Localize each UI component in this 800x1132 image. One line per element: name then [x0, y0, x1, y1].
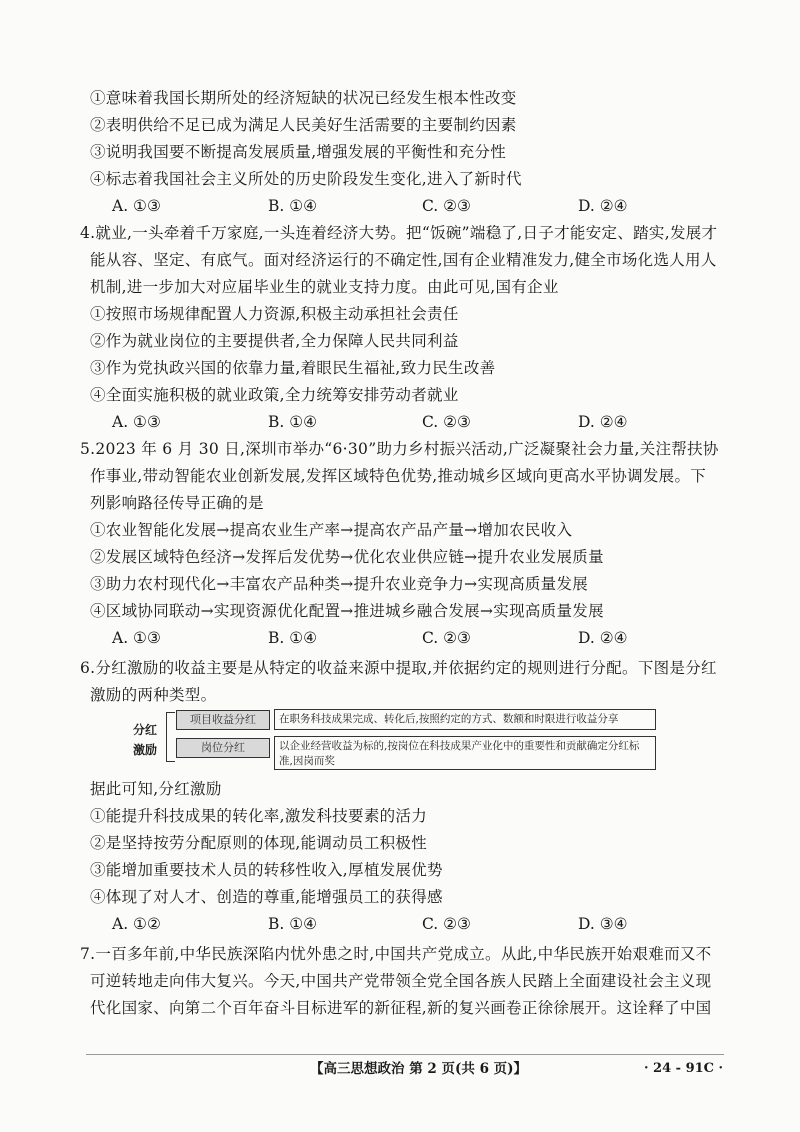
diagram-desc-project: 在职务科技成果完成、转化后,按照约定的方式、数额和时限进行收益分享: [274, 709, 656, 730]
q3-option-d: D. ②④: [578, 197, 628, 215]
diagram-type-position: 岗位分红: [176, 738, 270, 758]
q6-lead: 据此可知,分红激励: [90, 780, 222, 798]
dividend-incentive-diagram: [128, 708, 658, 770]
q7-stem-line-3: 代化国家、向第二个百年奋斗目标进军的新征程,新的复兴画卷正徐徐展开。这诠释了中国: [90, 999, 712, 1017]
page-footer: [0, 1058, 800, 1082]
q6-stem-line-1: 6.分红激励的收益主要是从特定的收益来源中提取,并依据约定的规则进行分配。下图是分红: [80, 659, 717, 677]
q4-options: [0, 411, 800, 433]
q6-statement-2: ②是坚持按劳分配原则的体现,能调动员工积极性: [90, 834, 428, 852]
q5-option-d: D. ②④: [578, 629, 628, 647]
q6-option-c: C. ②③: [422, 915, 471, 933]
q4-stem-line-3: 机制,进一步加大对应届毕业生的就业支持力度。由此可见,国有企业: [90, 278, 559, 296]
q5-options: [0, 627, 800, 649]
footer-rule: [86, 1054, 724, 1055]
q6-option-b: B. ①④: [268, 915, 318, 933]
q3-option-c: C. ②③: [422, 197, 471, 215]
footer-page-info: 【高三思想政治 第 2 页(共 6 页)】: [310, 1061, 528, 1077]
q6-stem-line-2: 激励的两种类型。: [90, 686, 217, 704]
q6-option-a: A. ①②: [112, 915, 161, 933]
diagram-main-label-line-1: 分红: [132, 723, 157, 737]
footer-code: · 24 - 91C ·: [644, 1061, 724, 1076]
q5-option-b: B. ①④: [268, 629, 318, 647]
q6-option-d: D. ③④: [578, 915, 628, 933]
q3-statement-1: ①意味着我国长期所处的经济短缺的状况已经发生根本性改变: [90, 89, 517, 107]
q3-options: [0, 195, 800, 217]
q6-statement-4: ④体现了对人才、创造的尊重,能增强员工的获得感: [90, 888, 443, 906]
diagram-desc-position: 以企业经营收益为标的,按岗位在科技成果产业化中的重要性和贡献确定分红标准,因岗而奖: [274, 736, 656, 770]
diagram-brace: [166, 712, 175, 762]
q4-option-b: B. ①④: [268, 413, 318, 431]
q6-statement-1: ①能提升科技成果的转化率,激发科技要素的活力: [90, 807, 428, 825]
q3-statement-3: ③说明我国要不断提高发展质量,增强发展的平衡性和充分性: [90, 143, 507, 161]
q4-option-a: A. ①③: [112, 413, 161, 431]
q5-statement-4: ④区域协同联动→实现资源优化配置→推进城乡融合发展→实现高质量发展: [90, 602, 604, 620]
q4-statement-3: ③作为党执政兴国的依靠力量,着眼民生福祉,致力民生改善: [90, 359, 496, 377]
q5-option-c: C. ②③: [422, 629, 471, 647]
q4-stem-line-1: 4.就业,一头牵着千万家庭,一头连着经济大势。把“饭碗”端稳了,日子才能安定、踏实,发展才: [80, 224, 718, 242]
diagram-main-label-line-2: 激励: [132, 743, 157, 757]
q4-option-c: C. ②③: [422, 413, 471, 431]
q6-statement-3: ③能增加重要技术人员的转移性收入,厚植发展优势: [90, 861, 443, 879]
q6-options: [0, 913, 800, 935]
q5-stem-line-2: 作事业,带动智能农业创新发展,发挥区域特色优势,推动城乡区域向更高水平协调发展。下: [90, 467, 707, 485]
q5-stem-line-1: 5.2023 年 6 月 30 日,深圳市举办“6·30”助力乡村振兴活动,广泛凝聚社会力量,关注帮扶协: [80, 440, 719, 458]
diagram-main-label: [128, 720, 162, 760]
q4-statement-1: ①按照市场规律配置人力资源,积极主动承担社会责任: [90, 305, 459, 323]
q5-statement-1: ①农业智能化发展→提高农业生产率→提高农产品产量→增加农民收入: [90, 521, 573, 539]
q5-statement-3: ③助力农村现代化→丰富农产品种类→提升农业竞争力→实现高质量发展: [90, 575, 589, 593]
q3-statement-4: ④标志着我国社会主义所处的历史阶段发生变化,进入了新时代: [90, 170, 522, 188]
q7-stem-line-1: 7.一百多年前,中华民族深陷内忧外患之时,中国共产党成立。从此,中华民族开始艰难而又不: [80, 945, 712, 963]
q5-statement-2: ②发展区域特色经济→发挥后发优势→优化农业供应链→提升农业发展质量: [90, 548, 604, 566]
q3-option-b: B. ①④: [268, 197, 318, 215]
q5-stem-line-3: 列影响路径传导正确的是: [90, 494, 264, 512]
q7-stem-line-2: 可逆转地走向伟大复兴。今天,中国共产党带领全党全国各族人民踏上全面建设社会主义现: [90, 972, 712, 990]
q3-option-a: A. ①③: [112, 197, 161, 215]
q4-statement-2: ②作为就业岗位的主要提供者,全力保障人民共同利益: [90, 332, 459, 350]
q5-option-a: A. ①③: [112, 629, 161, 647]
q4-stem-line-2: 能从容、坚定、有底气。面对经济运行的不确定性,国有企业精准发力,健全市场化选人用人: [90, 251, 717, 269]
q4-option-d: D. ②④: [578, 413, 628, 431]
diagram-type-project: 项目收益分红: [176, 710, 270, 730]
q3-statement-2: ②表明供给不足已成为满足人民美好生活需要的主要制约因素: [90, 116, 517, 134]
q4-statement-4: ④全面实施积极的就业政策,全力统筹安排劳动者就业: [90, 386, 459, 404]
